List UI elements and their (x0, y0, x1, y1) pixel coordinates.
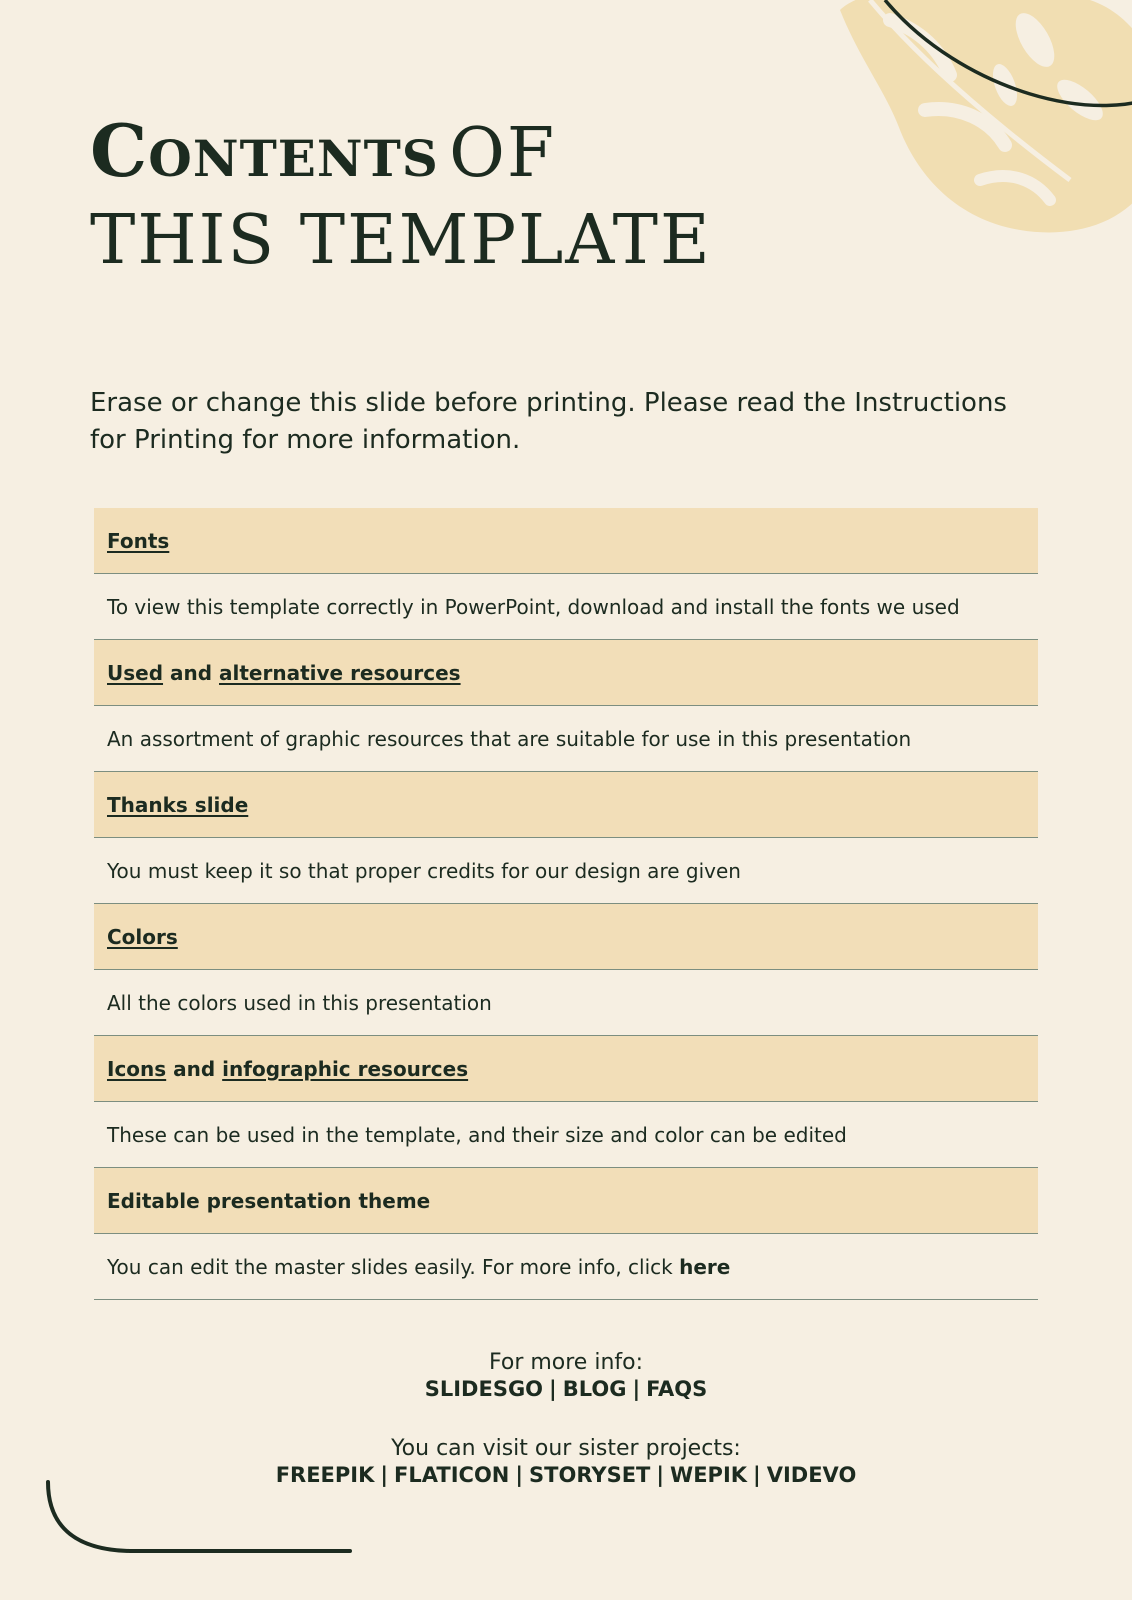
section-description-row (94, 838, 1038, 904)
section-heading-row (94, 772, 1038, 838)
section-heading-text: and (166, 1056, 223, 1081)
title-strong: Contents (90, 108, 439, 193)
link-separator: | (656, 1463, 665, 1487)
section-description: These can be used in the template, and their size and color can be edited (107, 1122, 847, 1147)
section-description-row (94, 970, 1038, 1036)
sister-project-link[interactable]: STORYSET (529, 1463, 651, 1487)
sister-project-link[interactable]: VIDEVO (766, 1463, 857, 1487)
curve-line-decoration (40, 1470, 360, 1560)
section-description: You can edit the master slides easily. For more info, click (107, 1254, 680, 1279)
section-heading-row (94, 508, 1038, 574)
sister-project-link[interactable]: WEPIK (670, 1463, 748, 1487)
intro-text: Erase or change this slide before printing. Please read the Instructions for Printing for more information. (90, 388, 1007, 455)
more-info-link[interactable]: BLOG (562, 1377, 627, 1401)
section-description: You must keep it so that proper credits for our design are given (107, 858, 741, 883)
more-info-label: For more info: (488, 1350, 644, 1375)
more-info-link[interactable]: SLIDESGO (424, 1377, 544, 1401)
here-link[interactable]: here (679, 1254, 731, 1279)
monstera-leaf-icon (830, 0, 1132, 250)
section-heading-link[interactable]: Colors (107, 924, 178, 949)
link-separator: | (632, 1377, 641, 1401)
section-heading-link[interactable]: Thanks slide (107, 792, 249, 817)
title-rest-line1: OF (449, 114, 557, 193)
section-heading-text: and (163, 660, 220, 685)
section-heading-link[interactable]: Fonts (107, 528, 170, 553)
section-description-row (94, 574, 1038, 640)
section-description: An assortment of graphic resources that are suitable for use in this presentation (107, 726, 912, 751)
sister-projects-label: You can visit our sister projects: (391, 1436, 741, 1461)
more-info-links (0, 1377, 1132, 1401)
section-heading-row (94, 640, 1038, 706)
link-separator: | (380, 1463, 389, 1487)
link-separator: | (549, 1377, 557, 1401)
more-info-link[interactable]: FAQS (646, 1377, 708, 1401)
link-separator: | (515, 1463, 524, 1487)
section-description-row (94, 706, 1038, 772)
section-heading-link[interactable]: Icons (107, 1056, 167, 1081)
section-heading-row (94, 1036, 1038, 1102)
more-info-block (0, 1350, 1132, 1401)
section-heading-row (94, 1168, 1038, 1234)
section-description-row (94, 1102, 1038, 1168)
section-description: To view this template correctly in PowerPoint, download and install the fonts we used (107, 594, 960, 619)
sister-project-link[interactable]: FREEPIK (275, 1463, 375, 1487)
section-heading-text: Editable presentation theme (107, 1188, 431, 1213)
section-description: All the colors used in this presentation (107, 990, 492, 1015)
section-heading-link[interactable]: Used (107, 660, 164, 685)
sister-project-link[interactable]: FLATICON (394, 1463, 510, 1487)
section-heading-row (94, 904, 1038, 970)
section-heading-link[interactable]: alternative resources (219, 660, 461, 685)
section-description-row (94, 1234, 1038, 1300)
title-line2: THIS TEMPLATE (90, 201, 712, 280)
link-separator: | (753, 1463, 761, 1487)
contents-table (94, 508, 1038, 1300)
page-title (90, 108, 790, 297)
section-heading-link[interactable]: infographic resources (222, 1056, 469, 1081)
